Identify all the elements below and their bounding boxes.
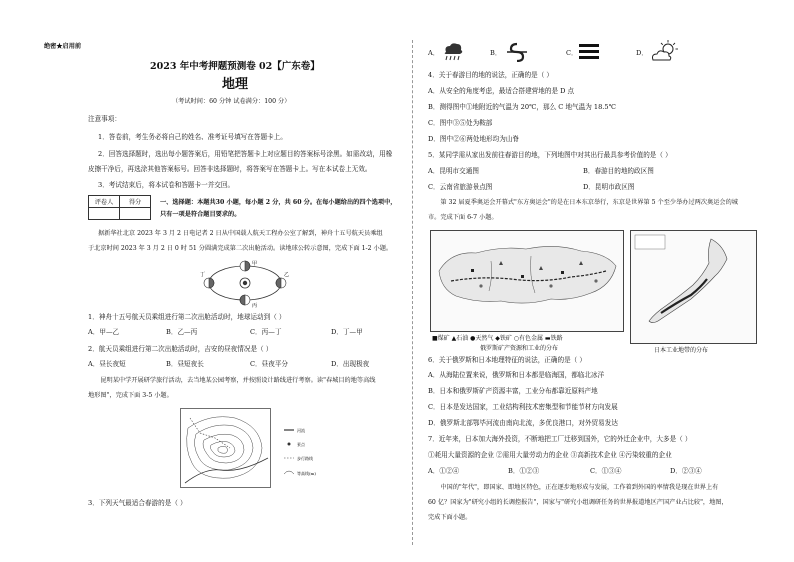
q2-opt-a[interactable]: A．昼长夜短 [88,360,126,368]
score-points-cell [120,208,151,220]
score-points: 得分 [120,196,151,208]
q1-stem: 1．神舟十五号航天员乘组进行第二次出舱活动时，地球运动到（ ） [88,313,286,321]
legend-river: 河流 [297,428,305,433]
q2-opt-b[interactable]: B．昼短夜长 [166,360,204,368]
q1-opt-d[interactable]: D．丁—甲 [331,328,363,336]
weather-opt-d-label[interactable]: D． [636,49,648,57]
q5-opt-d[interactable]: D．昆明市政区图 [583,183,635,191]
russia-map-legend: ■煤矿 ▲石油 ●天然气 ◆铁矿 ○有色金属 ▬铁路 [432,335,563,342]
russia-resource-map [430,230,624,332]
secret-label: 绝密★启用前 [44,43,82,50]
q7-opt-a[interactable]: A．①②④ [428,467,460,475]
q5-opt-a[interactable]: A．昆明市交通图 [428,167,479,175]
q6-opt-b[interactable]: B．日本和俄罗斯矿产资源丰富，工业分布都靠近原料产地 [428,387,598,395]
q2-stem: 2．航天员乘组进行第二次出舱活动时，吉安的昼夜情况是（ ） [88,345,273,353]
passage4-line1: 中国的"年代"，即国家、即地区特色，正在逐步地形成与发展，工作着到外国的率情我是现在世界上有 [428,484,719,491]
exam-title: 2023 年中考押题预测卷 02【广东卷】 [150,61,320,72]
orbit-diagram [200,258,290,308]
q3-stem: 3．下列天气最适合春游的是（ ） [88,499,187,507]
q7-subitems: ①耗用大量资源的企业 ②需用大量劳动力的企业 ③高新技术企业 ④污染较重的企业 [428,451,672,459]
orbit-label-d: 丁 [200,272,206,278]
legend-route: 步行路线 [297,456,313,461]
weather-opt-a-label[interactable]: A． [428,49,440,57]
q1-opt-c[interactable]: C．丙—丁 [250,328,282,336]
notice-item-1: 1．答卷前，考生务必将自己的姓名、准考证号填写在答题卡上。 [98,133,287,141]
heavy-rain-icon [441,42,465,62]
q7-opt-c[interactable]: C．①③④ [590,467,622,475]
subject-title: 地理 [222,77,249,92]
notice-item-3: 3．考试结束后，将本试卷和答题卡一并交回。 [98,181,235,189]
q2-opt-c[interactable]: C．昼夜平分 [250,360,289,368]
legend-spot: 景点 [297,442,305,447]
q7-stem: 7．近年来，日本加大海外投资，不断地把工厂迁移到国外，它的外迁企业中，大多是（ ） [428,435,692,443]
q4-stem: 4．关于春游目的地的说法，正确的是（ ） [428,71,553,79]
japan-map-caption: 日本工业地带的分布 [654,347,709,354]
passage3-line1: 第 32 届夏季奥运会开幕式"东方奥运会"的是在日本东京举行，东京是世界第 5 个至少举办过两次奥运会的城 [428,199,738,206]
orbit-label-b: 乙 [284,272,290,278]
q5-stem: 5．某同学需从家出发前往春游目的地，下列地图中对其出行最具参考价值的是（ ） [428,151,672,159]
exam-meta: （考试时间：60 分钟 试卷满分：100 分） [172,98,291,105]
passage2-line2: 地形图"，完成下面 3-5 小题。 [88,392,173,399]
q7-opt-d[interactable]: D．②③④ [670,467,702,475]
russia-map-caption: 俄罗斯矿产资源和工业的分布 [480,345,559,352]
passage1-line1: 据新华社北京 2023 年 3 月 2 日电记者 2 日从中国载人航天工程办公室了解到，神舟十五号航天员乘组 [98,230,383,237]
notice-heading: 注意事项： [88,115,121,123]
weather-opt-b-label[interactable]: B． [490,49,502,57]
score-grader: 评卷人 [89,196,120,208]
q4-opt-b[interactable]: B．测得图中①地附近的气温为 20℃，那么 C 地气温为 18.5℃ [428,103,616,111]
weather-opt-c-label[interactable]: C． [566,49,578,57]
q2-opt-d[interactable]: D．出现极夜 [331,360,370,368]
q6-opt-d[interactable]: D．俄罗斯北部鄂毕河流由南向北流，多优良港口，对外贸易发达 [428,419,618,427]
q6-opt-c[interactable]: C．日本是发达国家，工业结构利技术密集型和节能节材方向发展 [428,403,618,411]
orbit-label-c: 丙 [252,303,258,308]
orbit-label-a: 甲 [252,261,258,267]
contour-map [180,408,320,488]
q7-opt-b[interactable]: B．①②③ [508,467,540,475]
q6-stem: 6．关于俄罗斯和日本地理特征的说法，正确的是（ ） [428,356,586,364]
passage4-line3: 完成下面小题。 [428,514,472,521]
q4-opt-d[interactable]: D．图中②⑥两处地形均为山脊 [428,135,520,143]
section1-line1: 一、选择题：本题共30 小题，每小题 2 分，共 60 分。在每小题给出的四个选项中， [160,199,397,206]
section1-line2: 只有一项是符合题目要求的。 [160,211,241,218]
q5-opt-b[interactable]: B．春游目的地的政区图 [583,167,654,175]
q5-opt-c[interactable]: C．云南省旅游景点图 [428,183,493,191]
passage2-line1: 昆明某中学开展研学旅行活动，去当地某公园考察，并按照设计路线进行考察。读"春城目的地等高线 [88,377,376,384]
column-divider [412,40,413,545]
partly-cloudy-icon [650,40,680,62]
sandstorm-icon [505,42,529,62]
legend-contour: 等高线(m) [297,471,316,476]
fog-icon [578,42,600,60]
q6-opt-a[interactable]: A．从海陆位置来说，俄罗斯和日本都是临海国，都临北冰洋 [428,371,605,379]
notice-item-2: 2．回答选择题时，选出每小题答案后，用铅笔把答题卡上对应题目的答案标号涂黑。如需改动，用橡 [98,150,393,158]
notice-item-2-cont: 皮擦干净后，再选涂其他答案标号。回答非选择题时，将答案写在答题卡上。写在本试卷上无效。 [88,165,372,173]
score-table [88,195,151,220]
japan-industry-map [630,230,757,344]
passage4-line2: 60 亿？国家为"研究小组的长调控报告"，国家与"研究小组调研任务的世界报道地区产国产业占比较"，地图， [428,499,728,506]
passage3-line2: 市。完成下面 6-7 小题。 [428,214,498,221]
q1-opt-b[interactable]: B．乙—丙 [166,328,198,336]
q4-opt-a[interactable]: A．从安全的角度考虑，最适合搭建营地的是 D 点 [428,87,575,95]
score-grader-cell [89,208,120,220]
passage1-line2: 于北京时间 2023 年 3 月 2 日 0 时 51 分圆满完成第二次出舱活动。读地球公转示意图，完成下面 1-2 小题。 [88,245,393,252]
q4-opt-c[interactable]: C．图中③⑤处为鞍部 [428,119,493,127]
q1-opt-a[interactable]: A．甲—乙 [88,328,120,336]
